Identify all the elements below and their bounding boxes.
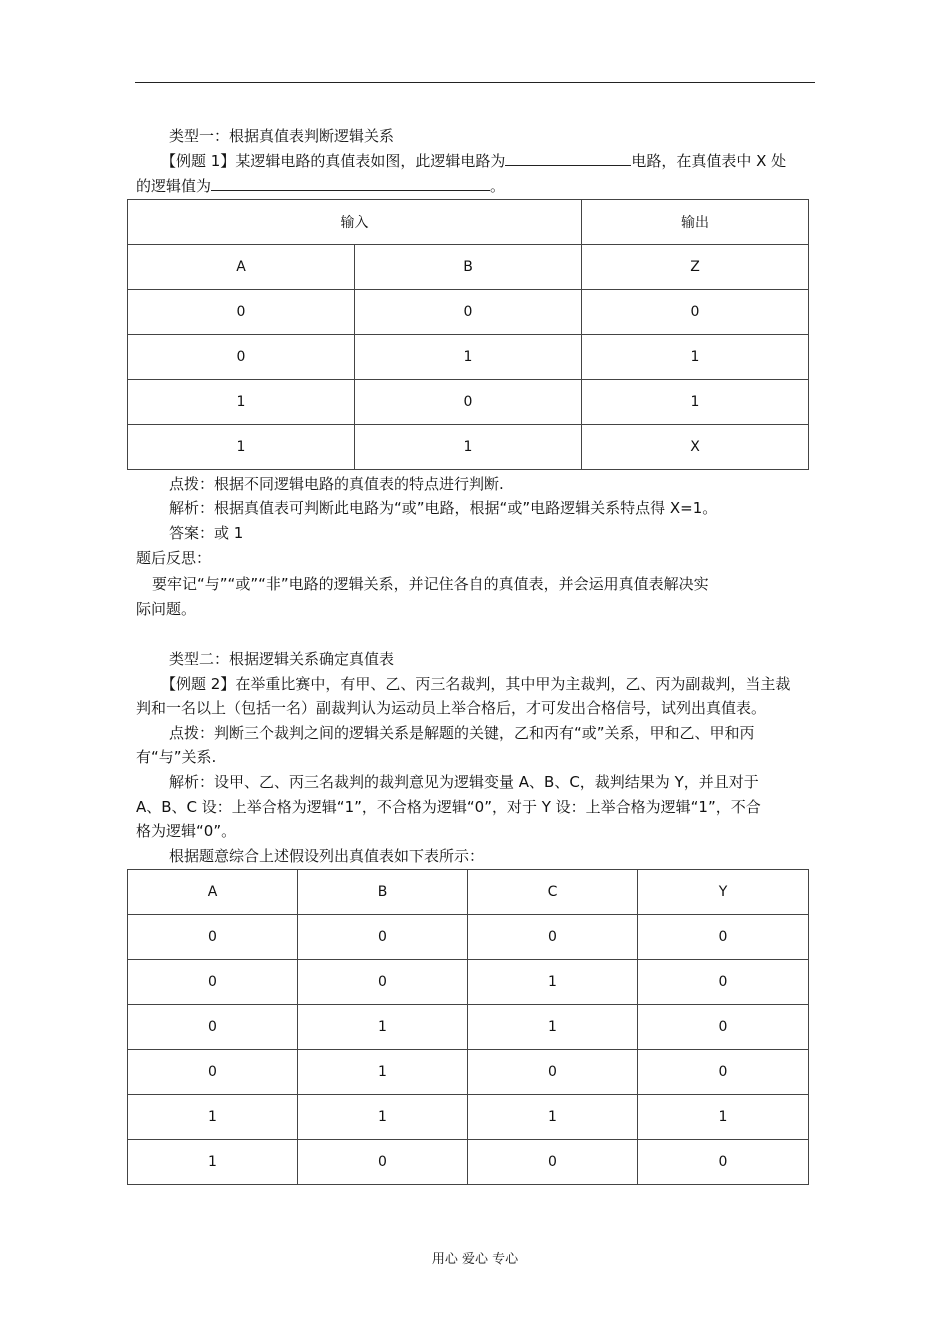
example1-text4: 。 bbox=[490, 177, 506, 195]
table-cell: 1 bbox=[298, 1005, 468, 1050]
table-cell: 0 bbox=[582, 290, 809, 335]
truth-table-2 bbox=[127, 869, 809, 1185]
example2-hint-line2: 有“与”关系. bbox=[136, 748, 217, 766]
section2-heading: 类型二：根据逻辑关系确定真值表 bbox=[169, 650, 395, 668]
column-header: A bbox=[128, 870, 298, 915]
table-cell: 0 bbox=[638, 1050, 809, 1095]
table-cell: 0 bbox=[468, 1050, 638, 1095]
table-cell: 1 bbox=[582, 380, 809, 425]
header-rule bbox=[135, 82, 815, 83]
table-row bbox=[128, 915, 809, 960]
column-header: B bbox=[355, 245, 582, 290]
table-cell: 0 bbox=[128, 960, 298, 1005]
table-cell: 1 bbox=[128, 425, 355, 470]
example2-analysis-line2: A、B、C 设：上举合格为逻辑“1”，不合格为逻辑“0”，对于 Y 设：上举合格为逻辑“1”，不合 bbox=[136, 798, 761, 816]
table-row bbox=[128, 380, 809, 425]
column-header: A bbox=[128, 245, 355, 290]
table-row bbox=[128, 1095, 809, 1140]
answer-blank-1 bbox=[505, 149, 631, 166]
example1-line2 bbox=[136, 174, 505, 197]
example1-analysis: 解析：根据真值表可判断此电路为“或”电路，根据“或”电路逻辑关系特点得 X=1。 bbox=[169, 499, 718, 517]
reflection-line1: 要牢记“与”“或”“非”电路的逻辑关系，并记住各自的真值表，并会运用真值表解决实 bbox=[152, 575, 709, 593]
table-cell: 0 bbox=[468, 1140, 638, 1185]
header-output: 输出 bbox=[582, 200, 809, 245]
table-cell: 1 bbox=[468, 960, 638, 1005]
table-cell: 0 bbox=[128, 290, 355, 335]
table-cell: 0 bbox=[298, 960, 468, 1005]
example1-label: 【例题 1】 bbox=[161, 152, 236, 170]
column-header: Z bbox=[582, 245, 809, 290]
table-cell: 0 bbox=[128, 915, 298, 960]
example1-text1: 某逻辑电路的真值表如图，此逻辑电路为 bbox=[235, 152, 506, 170]
table-cell: 0 bbox=[638, 960, 809, 1005]
table-cell: 0 bbox=[128, 1050, 298, 1095]
example2-analysis-line3: 格为逻辑“0”。 bbox=[136, 822, 237, 840]
table-cell: 1 bbox=[582, 335, 809, 380]
table-row bbox=[128, 1005, 809, 1050]
header-input: 输入 bbox=[128, 200, 582, 245]
example2-line1 bbox=[161, 673, 790, 695]
section1-heading: 类型一：根据真值表判断逻辑关系 bbox=[169, 127, 395, 145]
table-cell: 0 bbox=[638, 1140, 809, 1185]
table-cell: 1 bbox=[298, 1050, 468, 1095]
table-row bbox=[128, 425, 809, 470]
answer-blank-2 bbox=[211, 174, 490, 191]
table-cell: 0 bbox=[355, 290, 582, 335]
truth-table-1 bbox=[127, 199, 809, 470]
table-cell: 1 bbox=[128, 1095, 298, 1140]
example2-label: 【例题 2】 bbox=[161, 675, 236, 693]
table-row bbox=[128, 200, 809, 245]
example2-line2: 判和一名以上（包括一名）副裁判认为运动员上举合格后，才可发出合格信号，试列出真值表。 bbox=[136, 699, 767, 717]
table-cell: 0 bbox=[298, 1140, 468, 1185]
table-cell: 1 bbox=[468, 1005, 638, 1050]
example1-answer: 答案：或 1 bbox=[169, 524, 244, 542]
table-row bbox=[128, 1140, 809, 1185]
example1-hint: 点拨：根据不同逻辑电路的真值表的特点进行判断. bbox=[169, 475, 504, 493]
table-cell: 1 bbox=[298, 1095, 468, 1140]
table-row bbox=[128, 960, 809, 1005]
reflection-line2: 际问题。 bbox=[136, 600, 197, 618]
table-row bbox=[128, 245, 809, 290]
table-cell: 0 bbox=[128, 335, 355, 380]
reflection-title: 题后反思： bbox=[136, 549, 212, 567]
table-cell: 1 bbox=[128, 1140, 298, 1185]
table-cell: 1 bbox=[355, 335, 582, 380]
column-header: B bbox=[298, 870, 468, 915]
table2-intro: 根据题意综合上述假设列出真值表如下表所示： bbox=[169, 847, 485, 865]
example2-hint-line1: 点拨：判断三个裁判之间的逻辑关系是解题的关键，乙和丙有“或”关系，甲和乙、甲和丙 bbox=[169, 724, 755, 742]
table-cell: 0 bbox=[638, 1005, 809, 1050]
table-row bbox=[128, 290, 809, 335]
table-row bbox=[128, 1050, 809, 1095]
example2-text1: 在举重比赛中，有甲、乙、丙三名裁判，其中甲为主裁判，乙、丙为副裁判，当主裁 bbox=[235, 675, 791, 693]
table-cell: 1 bbox=[128, 380, 355, 425]
table-row bbox=[128, 870, 809, 915]
table-cell: 0 bbox=[128, 1005, 298, 1050]
example1-text3: 的逻辑值为 bbox=[136, 177, 212, 195]
page-footer: 用心 爱心 专心 bbox=[431, 1252, 519, 1267]
example2-analysis-line1: 解析：设甲、乙、丙三名裁判的裁判意见为逻辑变量 A、B、C，裁判结果为 Y，并且对于 bbox=[169, 773, 759, 791]
table-cell: X bbox=[582, 425, 809, 470]
table-cell: 0 bbox=[298, 915, 468, 960]
table-cell: 0 bbox=[355, 380, 582, 425]
example1-line1 bbox=[161, 149, 786, 172]
table-cell: 1 bbox=[468, 1095, 638, 1140]
table-cell: 0 bbox=[638, 915, 809, 960]
table-cell: 1 bbox=[355, 425, 582, 470]
column-header: Y bbox=[638, 870, 809, 915]
example1-text2: 电路，在真值表中 X 处 bbox=[631, 152, 787, 170]
table-cell: 0 bbox=[468, 915, 638, 960]
table-cell: 1 bbox=[638, 1095, 809, 1140]
table-row bbox=[128, 335, 809, 380]
column-header: C bbox=[468, 870, 638, 915]
